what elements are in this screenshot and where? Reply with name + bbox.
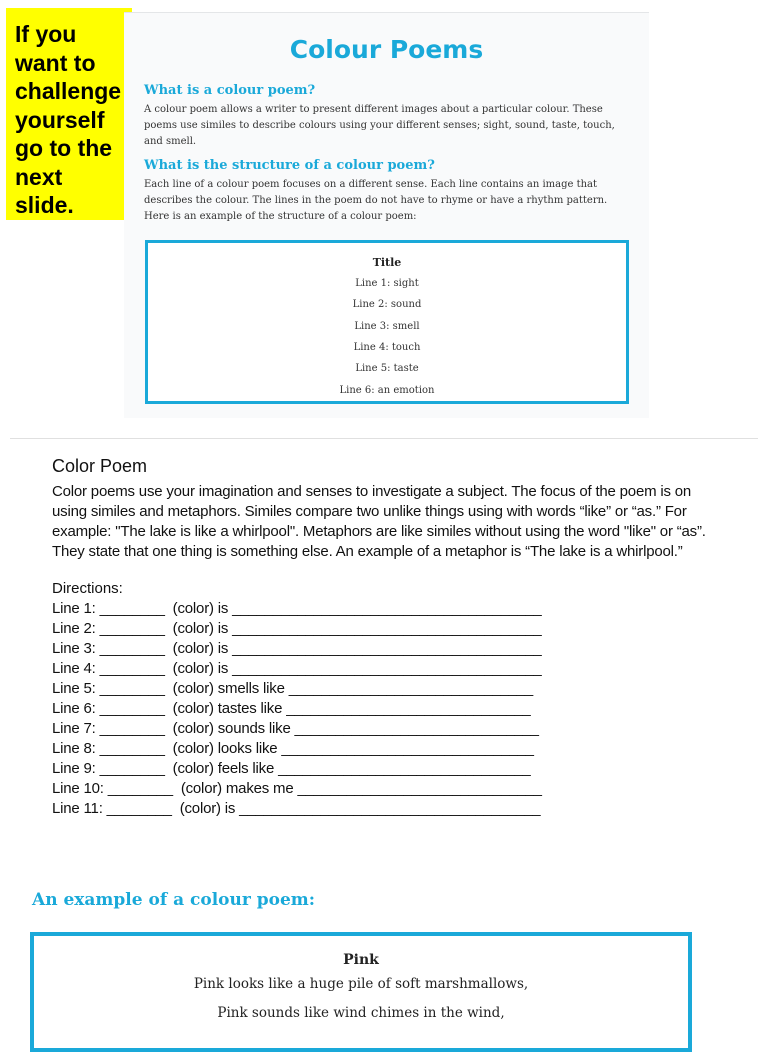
text-line: A colour poem allows a writer to present different images about a particular colour. These [144,104,603,115]
fill-in-line: Line 1: ________ (color) is ______________________________________ [52,600,542,617]
structure-line: Line 2: sound [352,299,422,310]
challenge-sticky-note [6,8,132,220]
structure-line: Line 4: touch [353,342,421,353]
structure-line: Line 1: sight [355,278,419,289]
structure-box [145,240,629,404]
fill-in-line: Line 11: ________ (color) is _____________________________________ [52,800,541,817]
colour-poems-slide [124,12,649,418]
page-divider [10,438,758,439]
slide-title: Colour Poems [289,35,484,64]
text-line: describes the colour. The lines in the poem do not have to rhyme or have a rhythm pattern. [144,195,608,207]
sticky-line: next [15,163,63,190]
paragraph-line: example: "The lake is like a whirlpool". Metaphors are like similes without using the word "like" or “as”. [52,523,706,540]
directions-label: Directions: [52,580,123,597]
sticky-line: yourself [15,106,105,133]
fill-in-line: Line 4: ________ (color) is ______________________________________ [52,660,542,677]
sticky-line: go to the [15,135,113,161]
paragraph-line: using similes and metaphors. Similes compare two unlike things using with words “like” or “as.” For [52,503,687,520]
paragraph-line: Color poems use your imagination and senses to investigate a subject. The focus of the poem is on [52,483,692,500]
fill-in-line: Line 2: ________ (color) is ______________________________________ [52,620,542,637]
structure-heading: What is the structure of a colour poem? [144,158,435,173]
fill-in-line: Line 6: ________ (color) tastes like ______________________________ [52,700,531,717]
text-line: poems use similes to describe colours using your different senses; sight, sound, taste, touch, [144,120,615,132]
what-is-text [144,102,634,151]
sticky-line: slide. [15,192,74,218]
what-is-heading: What is a colour poem? [144,83,316,98]
sticky-line: want to [15,49,96,76]
structure-line: Line 6: an emotion [339,385,435,396]
example-poem-box [30,932,692,1052]
text-line: Each line of a colour poem focuses on a different sense. Each line contains an image that [144,179,598,190]
structure-title: Title [372,256,402,269]
poem-line: Pink looks like a huge pile of soft marshmallows, [193,976,529,992]
text-line: Here is an example of the structure of a colour poem: [144,211,417,223]
structure-line: Line 3: smell [354,321,420,332]
fill-in-line: Line 8: ________ (color) looks like _______________________________ [52,740,534,757]
poem-title: Pink [343,952,379,968]
paragraph-line: They state that one thing is something else. An example of a metaphor is “The lake is a whirlpool.” [52,543,683,560]
poem-line: Pink sounds like wind chimes in the wind, [217,1005,505,1021]
fill-in-line: Line 5: ________ (color) smells like ______________________________ [52,680,533,697]
worksheet-title: Color Poem [52,456,148,476]
structure-text [144,177,634,226]
fill-in-line: Line 10: ________ (color) makes me ______________________________ [52,780,542,797]
text-line: and smell. [144,136,197,148]
sticky-line: If you [15,21,77,47]
worksheet-paragraph [52,482,742,562]
structure-line: Line 5: taste [355,363,419,374]
example-heading: An example of a colour poem: [32,890,316,910]
sticky-line: challenge [15,78,122,104]
fill-in-line: Line 9: ________ (color) feels like _______________________________ [52,760,531,777]
fill-in-line: Line 7: ________ (color) sounds like ______________________________ [52,720,539,737]
fill-in-line: Line 3: ________ (color) is ______________________________________ [52,640,542,657]
